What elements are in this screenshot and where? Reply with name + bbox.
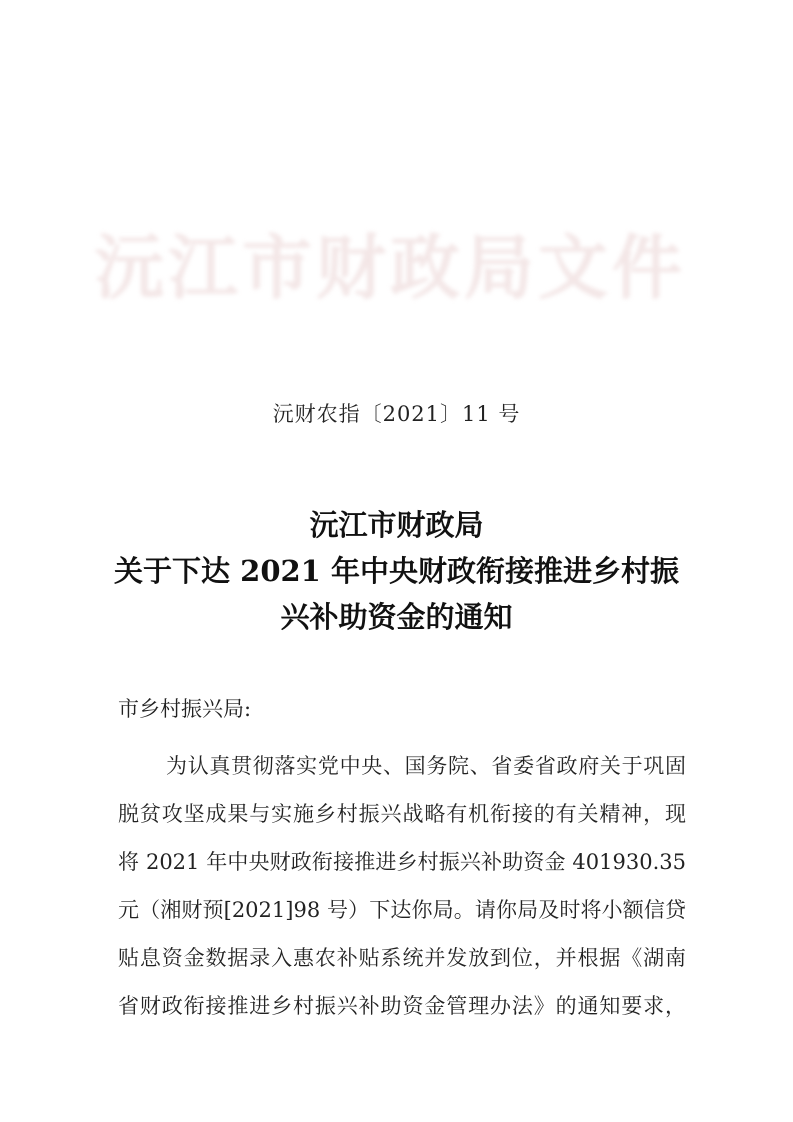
body-line: 省财政衔接推进乡村振兴补助资金管理办法》的通知要求，: [118, 994, 686, 1018]
faded-letterhead: [94, 222, 686, 317]
title-line-2: 关于下达 2021 年中央财政衔接推进乡村振: [114, 554, 679, 588]
svg-text:沅江市财政局文件: 沅江市财政局文件: [94, 226, 686, 309]
title-line-3: 兴补助资金的通知: [280, 600, 513, 634]
notice-title: [0, 502, 793, 640]
addressee: 市乡村振兴局:: [118, 697, 252, 721]
body-line: 将 2021 年中央财政衔接推进乡村振兴补助资金 401930.35: [118, 850, 686, 874]
body-line: 脱贫攻坚成果与实施乡村振兴战略有机衔接的有关精神，现: [118, 802, 686, 826]
body-line: 贴息资金数据录入惠农补贴系统并发放到位，并根据《湖南: [118, 946, 686, 970]
body-paragraph: [118, 742, 686, 1030]
body-line: 元（湘财预[2021]98 号）下达你局。请你局及时将小额信贷: [118, 898, 686, 922]
title-line-1: 沅江市财政局: [309, 508, 484, 542]
document-number: 沅财农指〔2021〕11 号: [272, 402, 521, 426]
body-line: 为认真贯彻落实党中央、国务院、省委省政府关于巩固: [166, 754, 686, 778]
